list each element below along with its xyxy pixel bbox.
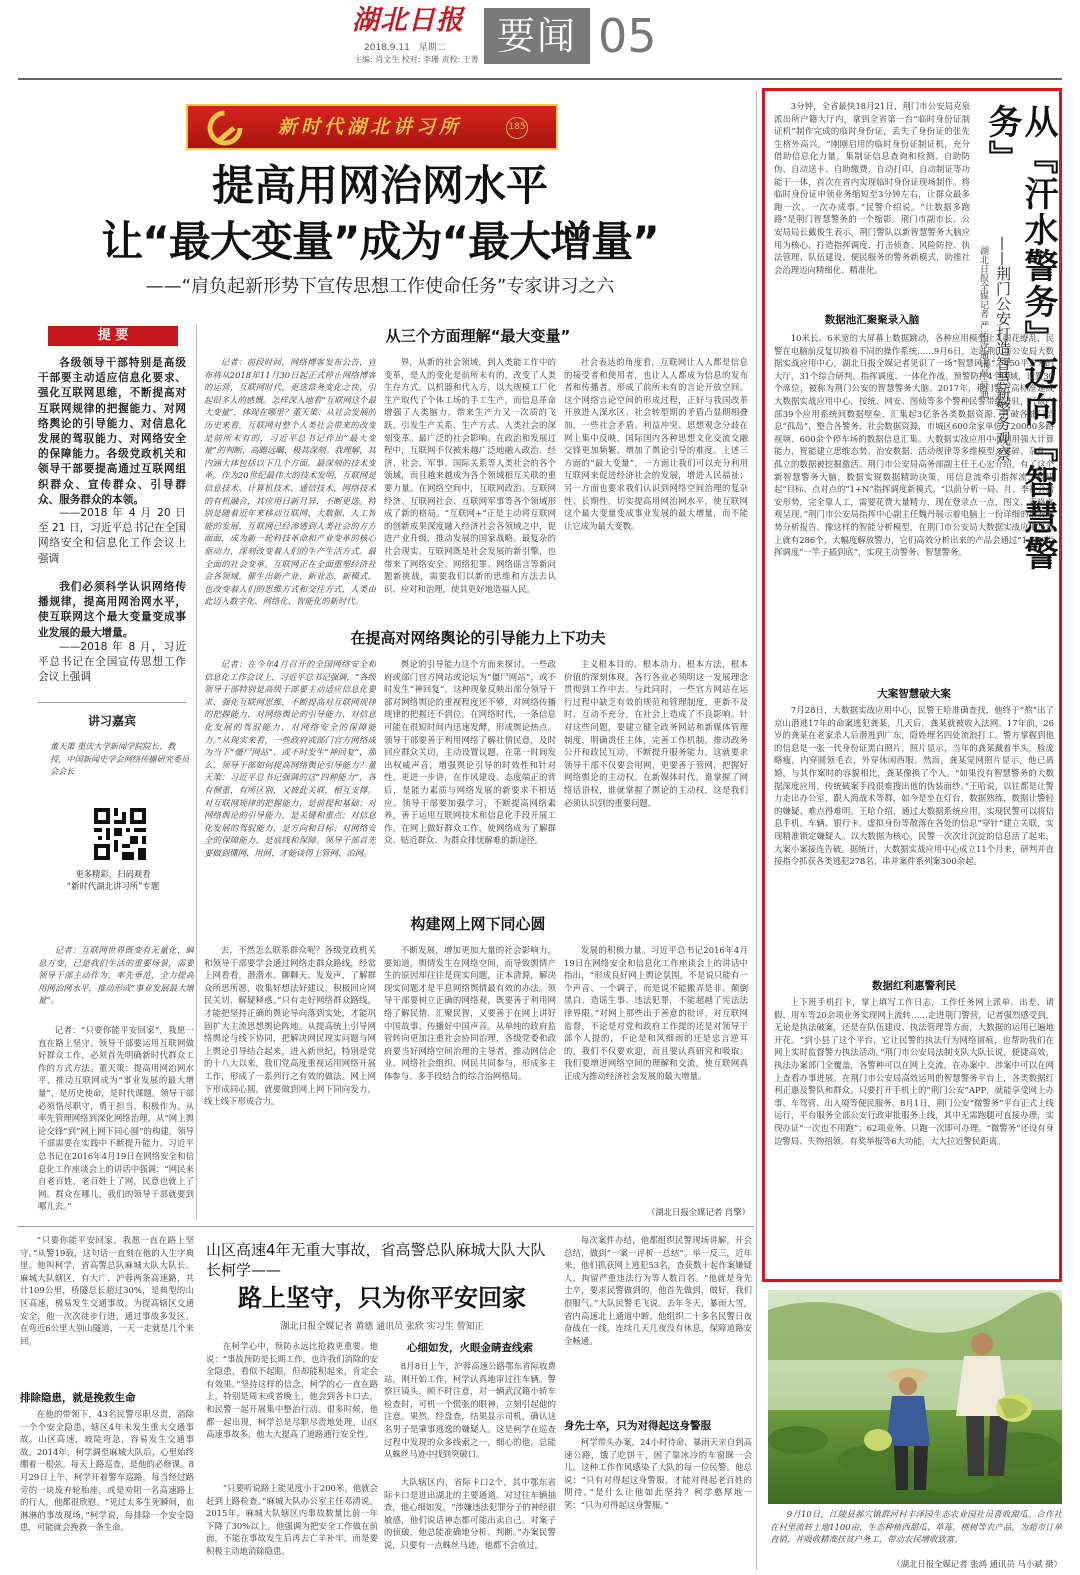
article-col-8: 去，不然怎么联系群众呢？各级党政机关和领导干部要学会通过网络走群众路线，经常上网看看，潜潜水、聊聊天、发发声，了解群众所思所愿，收集好想法好建议，积极回应网民关切、解疑释惑。”只有走好网络群众路线，才能把坚持正确的舆论导向落到实处，才能巩固扩大主流思想舆论阵地。从提高统上引导网络舆论与线下协同，把解决网民现实问题与网上舆论引导结合起来，进入新世纪，特别是党的十八大以来，我们党高度重视运用网络开展工作，形成了一系列行之有效的做法。网上网下形成同心圆，就要做到网上网下同向发力，线上线下形成合力。 <box>204 945 376 1107</box>
feature-text-3: 7月28日，大数据实战应用中心，民警王哈准确查找，他终于“熬”出了京山潜逃17年的命案逃犯龚某，几天后，龚某就被收入法网。17年前，26岁的龚某在老家杀人后潜逃到广东，隐姓埋名四处流浪打工。警方掌握到他的信息是一张一代身份证黑白照片，照片显示，当年的龚某戴着半头，脸庞略瘦，内穿圆领毛衣，外穿休闲西服。然而，龚某觉网照片显示，他已离婚，与其作案时的容貌相比，龚某像换了个人。“如果没有智慧警务的大数据深度应用，传统破案手段很难搜出他的伪装面纱。”王哈说，以往都是让警力走出办公室，跟人海战术等群，如今是坐在灯台，数据熟练，数据让警轻的嫌疑、难点得难明。王哈介绍，通过大数据系统应用，实现民警可以将信息手机、车辆、银行卡、虚拟身份等散落在各处的信息“穿针”建立关联，实现精准锁定嫌疑人。以大数据为核心，民警一次次让沉淀的信息活了起来，大案小案接连告破。据统计，大数据实战应用中心成立11个月来，研判并直接指令抓获各类逃犯278名，串并案件系列案300余起。 <box>774 705 1054 867</box>
article-col-2: 界，从新的社会领域，到人类能工作中的变革，是人的变化是前所未有的，改变了人类生存方式。以机器和代入方，以大规模工厂化生产取代了个体工场的手工生产，而信息革命增强了人类脑力，带来生产力又一次质的飞跃。引发生产关系、生产方式、人类社会的深刻变革。最广泛的社会影响。在政治和发展过程中，互联网不仅被来越广泛地融入政治、经济、社会、军事、国际关系等人类社会的各个领域，而且越来越成为各个领域相互关联的重要力量。在网络空间中，互联网政治、互联网经济、互联网社会、互联网军事等各个领域形成了新的格局。“互联网+”正是主动将互联网的创新成果深度融入经济社会各领域之中，促进产业升级，推动发展的国家战略。最复杂的社会现实。互联网既是社会发展的新引擎，也带来了网络安全、网络犯罪、网络谣言等新问题新挑战，需要我们以新的思维和方法去认识、应对和治理，使其更好地造福人民。 <box>384 357 556 594</box>
story-col-2a: 在柯学心中，预防永远比抢救更重要。他说：“事故预防是长期工作，也许我们消除的安全隐患，看似不起眼，但却能积起来，肯定会有效果。”坚持这样的信念，柯学的心一直在路上，特别是周末或者晚上，他会到各卡口去，和民警一起开展集中整治行动。很多时候，他都一起出现，柯学总是尽职尽责地处理。山区高速事故多，他大大提高了道路通行安全性。 <box>206 1341 378 1440</box>
article-col-10: 发展的积极力量。习近平总书记2016年4月19日在网络安全和信息化工作座谈会上的讲话中指出，“形成良好网上舆论氛围，不是说只能有一个声音、一个调子，而是说不能搬弄是非、颠倒黑白、造谣生事、违法犯罪，不能超越了宪法法律界限。”对网上那些出于善意的批评，对互联网监督，不论是对党和政府工作提的还是对领导干部个人提的，不论是和风细雨的还是忠言逆耳的，我们不仅要欢迎，而且要认真研究和吸取。我们要增进网络空间的理解和交流，使互联网真正成为推动经济社会发展的最大增量。 <box>564 945 748 1081</box>
date-text: 2018.9.11 <box>364 43 410 53</box>
feature-text-1: 3分钟，全省最快18月21日，荆门市公安局克泉派出所户籍大厅内，拿到全省第一台“临时身份证制证机”制作完成的临时身份证，丢失了身份证的张先生格外高兴。“刚刚启用的临时身份证制证机，充分借助信息化力量，集制证信息查询和检测、自助防伪、自动送卡、自助缴费、自动打印、自动制证等功能于一体，首次在省内实现临时身份证现场制作。将临时身份证申领业务缩短至3分钟左右，让群众最多跑一次、一次办成事。”民警介绍说。“让数据多跑路”是荆门智慧警务的一个缩影。荆门市副市长、公安局局长戴俊生表示，荆门警队以新智慧警务大脑应用为核心，打造指挥调度、打击侦查、风险防控、执法管理、队伍建设、便民服务的警务新模式，助推社会治理迈向精细化、精准化。 <box>774 101 970 275</box>
article-byline: （湖北日报全媒记者 肖擎） <box>646 1207 750 1217</box>
feature-title-c: 迈向 <box>1018 356 1058 428</box>
summary-divider <box>38 702 186 703</box>
feature-title-d: 『智慧警务』 <box>982 104 1058 572</box>
story-byline: 湖北日报全媒记者 黄德 通讯员 张欣 实习生 曾知正 <box>280 1322 484 1332</box>
article-col-6: 主义根本目的、根本动力、根本方法，根本价值的深刻体现。各行各业必须明这一发展理念贯彻到工作中去。与此同时，一些官方网站在运行过程中缺乏有效的规范和管理制度，更新不及时、互动不充分，在社会上造成了不良影响。针对这些问题，要建立健全政务网站和新媒体管理制度，明确责任主体，完善工作机制，推动政务公开和政民互动，不断提升服务能力。这就要求领导干部不仅要会用网，更要善于管网，把握好网络舆论的主动权。在新媒体时代，谁掌握了网络话语权，谁就掌握了舆论的主动权，这是我们必须认识到的重要问题。 <box>564 659 748 808</box>
section-divider <box>18 1226 754 1227</box>
feature-title-b: 『汗水警务』 <box>1018 140 1058 356</box>
story-kicker: 山区高速4年无重大事故，省高警总队麻城大队大队长柯学—— <box>206 1241 546 1279</box>
banner-title: 新时代湖北讲习所 <box>278 116 463 138</box>
story-subhead-1: 排除隐患，就是挽救生命 <box>20 1392 136 1404</box>
summary-text-2: 我们必须科学认识网络传播规律，提高用网治网水平，使互联网这个最大变量变成事业发展的最大增量。 <box>38 581 186 639</box>
story-headline: 路上坚守，只为你平安回家 <box>238 1284 526 1312</box>
masthead <box>0 0 1080 76</box>
weekday-text: 星期二 <box>418 43 446 53</box>
story-col-1b: 在他的带领下，43名民警尽职尽责，消除一个个安全隐患，辖区4年未发生重大交通事故。山区高速，坡陡弯急，容易发生交通事故。2014年，柯学调至麻城大队后，心里始终绷着一根弦。每天上路巡查，是他的必修课。8月29日上午，柯学开着警车巡路，每当经过路旁的一块废弃轮胎座，或是劝阻一名高速路上的行人，他都很欣慰。“见过太多生死瞬间，血淋淋的事故现场，”柯学说，每排除一个安全隐患，可能就会挽救一条生命。 <box>20 1409 194 1533</box>
article-col-9: 不断发展，增加更加大量的社会影响力，要知道，舆情发生在网络空间，而导致舆情产生的原因却往往是现实问题，正本清源，解决现实问题才是平息网络舆情最有效的办法。领导干部要树立正确的网络观，既要善于利用网络了解民情、汇聚民智，又要善于在网上讲好中国故事、传播好中国声音。从单纯的政府监管转向更加注重社会协同治理，各级党委和政府要当好网络空间治理的主导者，推动网信企业、网络社会组织、网民共同参与，形成多主体参与、多手段结合的综合治网格局。 <box>384 945 556 1081</box>
article-col-3: 社会表达的角度看，互联网让人人都是信息的接受者和使用者，也让人人都成为信息的发布者和传播者，形成了前所未有的言论开放空间。这个网络言论空间的形成过程，正好与我国改革开放进入深水区、社会转型期的矛盾凸显期相叠加，一些社会矛盾、利益冲突、思想观念分歧在网上集中反映，国际国内各种思想文化交流交融交锋更加频繁，增加了舆论引导的难度。上述三方面的“最大变量”，一方面让我们可以充分利用互联网来促进经济社会的发展，增进人民福祉；另一方面也要求我们认识到网络空间治理的复杂性、长期性，切实提高用网治网水平，使互联网这个最大变量变成事业发展的最大增量，而不能让它成为最大变数。 <box>564 357 748 531</box>
column-rule <box>756 90 757 1570</box>
news-photo <box>768 1290 1062 1504</box>
feature-byline: 湖北日报全媒记者 严运涛 通讯员 吴迪 <box>978 246 988 399</box>
editors-line: 主编: 肖文生 校对: 李珊 责校: 王菁 <box>354 55 479 64</box>
story-subhead-2: 心细如发，火眼金睛查线索 <box>407 1342 533 1354</box>
feature-text-4: 上下班手机打卡，掌上填写工作日志，工作任务网上派单、出差、请假、用车等20余项业务实现网上流转……走进荆门警营，记者强烈感受到，无论是执法破案，还是在队伍建设、执法管理等方面，大数据的运用已遍地开花。“到小县了这个平台，它让民警的执法行为网络留痕，也帮助我们在网上实时监督警力执法活动。”荆门市公安局法制支队大队长说，便捷高效，执法办案部门全覆盖，各警种可以在网上交流，在办案中、涉案中可以在网上查看办事进展。在荆门市公安局高效运用的智慧警务平台上，各类数据红利正惠及警队和群众。只要打开手机上的“荆门公安”APP，就能享受网上办事、车驾管、出入境等便民服务。8月1日，荆门公安“微警务”平台正式上线运行，平台服务全部公安行政审批服务上线，其中无需跑腿可直接办理，实现办证“一次也不用跑”；62项业务、只跑一次即可办理。“微警务”还设有身边警局、失物招领、有奖举报等6大功能，大大拉近警民距离。 <box>774 997 1054 1146</box>
story-col-1a: “只要你能平安回家，我愿一直在路上坚守。”从警19载，这句话一直刻在他的人生字典里。他叫柯学，省高警总队麻城大队大队长。麻城大队辖区，有大广、沪蓉两条高速路，共计109公里，桥隧总长超过30%，是典型的山区高速，极易发生交通事故。为提高辖区交通安全，他一次次徒步行进，通过事故多发区，在弯近6公里大别山隧道，一天一走就是几个来回。 <box>20 1235 194 1346</box>
lecture-title-1: 提高用网治网水平 <box>211 161 548 210</box>
feature-subhead-3: 数据红利惠警利民 <box>872 980 956 992</box>
story-col-4a: 每次案件办结，他都组织民警现场讲解，开会总结，做到“一案一评析一总结”。举一反三，近年来，他们抓获网上逃犯53名，查获数十起作案嫌疑人，拘留严重违法行为等人数百名。“他就是身先士卒，要求民警做到的，他首先做到，做好，我们很服气。”大队民警毛飞说。去年冬天，暴雨大雪，省内高速北上通道中断，他组织二十多名民警日夜奋战在一线，连续几天几夜没有休息，保障道路安全畅通。 <box>564 1235 752 1346</box>
story-col-4b: 柯学带头办案，24小时待命，暴雨天亲自到高速公路，饿了吃饼干，困了靠冰冷的车窗眯一会儿。这种工作作风感染了大队的每一位民警。他总说：“只有对得起这身警服，才能对得起老百姓的期待。”是什么让他如此坚持？柯学憨厚地一笑：“只为对得起这身警服。” <box>564 1437 752 1510</box>
guest-bio: 董天策 重庆大学新闻学院院长、教授，中国新闻史学会网络传播研究委员会会长 <box>50 741 190 777</box>
lecture-title-2: 让“最大变量”成为“最大增量” <box>101 217 659 266</box>
feature-text-2: 10米长、6米宽的大屏幕上数据跳动，各种应用模型让人眼花缭乱，民警在电脑前反复切换着不同的操作系统……9月6日，走进荆门市公安局大数据实战应用中心，湖北日报全媒记者见识了一场“智慧风暴”。450平方米的大厅，31个综合研判、指挥调度、一体化作战、预警防控4个区域，设置30个席位，被称为荆门公安的智慧警务大脑。2017年，荆门警方高标准建成大数据实战应用中心，按统、网安、图侦等多个警种民警带编进驻，打破内部39个应用系统间数据壁垒，汇集起3亿条各类数据资源，打破各部门信息“孤岛”，整合各警务、社会数据资源，市城区600余家单位、20000多路视频、600余个停车场的数据信息汇集。大数据实战应用中心利用强大计算能力，智能建立思维态势、治安数据、活动规律等多维模型，零碎、杂乱、孤立的数据被挖掘激活。荆门市公安局高务部副主任王心宏介绍，有了这个新智慧警务大脑，数据实现数据精助决策，用信息流牵引指挥流，构建起“目标、点对点的”1+N“指挥调度新模式。“以前分析一局、月、季社会治安形势，完全靠人工，需要花费大量精力，现在登录点一点，图文、表格直观呈现。”荆门市公安局指挥中心副主任魏丹展示着电脑上一份详细的治安形势分析报告。像这样的智能分析模型，在荆门市公安局大数据实战应用平台上就有286个，大幅度解放警力，它们高效分析出来的产品会通过“1+N”指挥调度“一竿子插到底”，实现主动警务、智慧警务。 <box>774 333 1054 558</box>
summary-text-1: 各级领导干部特别是高级干部要主动适应信息化要求、强化互联网思维，不断提高对互联网规律的把握能力、对网络舆论的引导能力、对信息化发展的驾驭能力、对网络安全的保障能力。各级党政机关和领导干部要提高通过互联网组织群众、宣传群众、引导群众、服务群众的本领。 <box>38 357 186 506</box>
story-col-3a: 8月8日上午，沪蓉高速公路鄂东省际收费站，刚开始工作，柯学认真地审过往车辆。警察巨镜头，顾不时注意，对一辆武汉籍小轿车检查时，可机一个慌张的眼神，立刻引起他的注意。果然，经盘查，结果显示司机，确认这名男子是肇事逃逸的嫌疑人。这是柯学在巡查过程中发现的众多线索之一，细心的他，总能从蛛丝马迹中找到突破口。 <box>384 1361 556 1460</box>
lecture-banner <box>186 104 558 150</box>
issue-badge: 185 <box>506 117 528 139</box>
qr-code[interactable] <box>94 808 146 860</box>
article-col-4: 记者：在今年4月召开的全国网络安全和信息化工作会议上，习近平总书记强调，“各级领导干部特别是高级干部要主动适应信息化要求、强化互联网思维，不断提高对互联网规律的把握能力、对网络舆论的引导能力、对信息化发展的驾驭能力、对网络安全的保障能力。”从现实来看，一些政府或部门官方网络成为当下“僵尸网站”、或不时发生“神回复”，那么，领导干部如何提高网络舆论引导能力？董天策：习近平总书记强调的这“四种能力”，各有侧重，有所区别，又彼此关联，相互支撑。对互联网规律的把握能力，是前提和基础；对网络舆论的引导能力，是关键和重点；对信息化发展的驾驭能力，是方向和目标；对网络安全的保障能力，是底线和保障。领导干部首先要做到懂网、用网，才能谈得上管网、治网。 <box>204 659 376 858</box>
article-col-1: 记者：前段时间，网络博客发布公告，宣布将从2018年11月30日起正式停止网络博客的运营，互联网时代，更迭常务变化之快，引起很多人的感慨。怎样深入地看“互联网这个最大变量”，体现在哪里？董天策：从社会发展的历史来看，互联网对整个人类社会带来的改变是前所未有的，习近平总书记作出“最大变量”的判断，高瞻远瞩，极其深刻。我理解，其内涵大体包括以下几个方面。最深刻的技术变革。作为20世纪最伟大的技术发明，互联网是信息技术、计算机技术、通信技术、网络技术的有机融合，其应用日新月异，不断更迭。特别是随着近年来移动互联网、大数据、人工智能的发展，互联网已经渗透到人类社会的方方面面，成为新一轮科技革命和产业变革的核心驱动力，深刻改变着人们的生产生活方式。最全面的社会变革。互联网正在全面重塑经济社会各领域，催生出新产业、新业态、新模式，也改变着人们的思维方式和交往方式，人类由此迈入数字化、网络化、智能化的新时代。 <box>204 357 376 607</box>
summary-quote-1: ——2018 年 4 月 20 日至 21 日，习近平总书记在全国网络安全和信息化工作会议上强调 <box>38 507 186 565</box>
section-heading-3: 构建网上网下同心圆 <box>410 915 546 933</box>
guest-label: 讲习嘉宾 <box>87 714 136 728</box>
lecture-subtitle: ——“肩负起新形势下宣传思想工作使命任务”专家讲习之六 <box>145 276 615 297</box>
column-rule <box>196 324 197 1220</box>
summary-label: 提 要 <box>48 326 178 346</box>
summary-quote-2: ——2018 年 8 月，习近平总书记在全国宣传思想工作会议上强调 <box>38 641 186 684</box>
qr-caption-2: “新时代湖北讲习所”专题 <box>66 881 160 891</box>
feature-subtitle: ——荆门公安打造智慧新警务观察 <box>994 236 1012 461</box>
masthead-rule <box>18 78 1062 80</box>
story-col-3b: 大队辖区内，省际卡口2个，其中鄂东省际卡口是进出湖北的主要通道。对过往车辆抽查，他心细如发，“涉嫌违法犯罪分子的神经很敏感，他们说话神态都可能出卖自己。对案子的侦破，他总能准确地分析、判断。”办案民警说，只要有一点蛛丝马迹，他都不会放过。 <box>384 1477 556 1550</box>
page-number: 05 <box>598 9 657 63</box>
issue-date <box>364 40 446 53</box>
story-col-2b: “只要听说路上能见度小于200米，他就会赶到上路检查。”麻城大队办公室主任邓清说。2015年，麻城大队辖区内事故数量比前一年下降了30%以上。他强调为把安全工作做在前面，不能在事故发生后再去亡羊补牢，而是要积极主动地消除隐患。 <box>206 1483 378 1556</box>
section-heading-1: 从三个方面理解“最大变量” <box>385 327 571 345</box>
feature-title-a: 从 <box>1018 104 1058 140</box>
feature-subhead-1: 数据池汇聚聚录入脑 <box>824 314 920 326</box>
newspaper-logo: 湖北日报 <box>352 5 464 36</box>
article-col-5: 舆论的引导能力这个方面来探讨。一些政府或部门官方网站或论坛为“僵尸网站”，或不时发生“神回复”，这种现象反映出部分领导干部对网络舆论的重视程度还不够，对网络传播规律的把握还不到位。在网络时代，一条信息可能在很短时间内迅速发酵，形成舆论热点。领导干部要善于利用网络了解社情民意，及时回应群众关切，主动设置议题，在第一时间发出权威声音，增强舆论引导的时效性和针对性。更进一步讲，在作风建设、态度端正的背后，是能力素质与网络发展的新要求不相适应。领导干部要加强学习，不断提高网络素养，善于运用互联网技术和信息化手段开展工作，在网上做好群众工作，使网络成为了解群众、贴近群众、为群众排忧解难的新途径。 <box>384 659 556 846</box>
lecture-col1-bottom: 记者：“只要你能平安回家”，我愿一直在路上坚守。领导干部要运用互联网做好群众工作，必须首先明确新时代群众工作的方式方法。董天策：提高用网治网水平，推动互联网成为“事业发展的最大增量”，是历史使命，是时代课题。领导干部必须恪尽职守，勇于担当，积极作为。从率先管理网络到深化网络治理，从“网上舆论交锋”到“网上网下同心圆”的构建，领导干部需要在实践中不断提升能力。习近平总书记在2016年4月19日在网络安全和信息化工作座谈会上的讲话中强调：“网民来自老百姓，老百姓上了网，民意也就上了网。群众在哪儿，我们的领导干部就要到哪儿去。” <box>38 1025 194 1212</box>
qr-caption-1: 更多精彩，扫码观看 <box>75 869 151 879</box>
section-name: 要闻 <box>496 14 577 58</box>
lecture-intro: 记者：互联网世界既变有无量化、瞬息万变，已是我们生活的重要场景，需要领导干部主动作为，率先垂范，全力提高用网治网水平，推动形成“事业发展最大增量”。 <box>38 945 194 1006</box>
party-emblem-icon <box>206 110 244 146</box>
section-heading-2: 在提高对网络舆论的引导能力上下功夫 <box>350 629 606 647</box>
photo-caption: 9月10日，江陵县郝穴镇群河村丰泽园生态农业园社员喜收甜瓜。合作社在村里流转土地1100亩，生态种植西甜瓜、草莓、桃树等农产品，为超市订单直销，并吸收精准扶贫户务工，带动农民增收致富。 <box>770 1509 1062 1545</box>
feature-subhead-2: 大案智慧破大案 <box>877 688 951 700</box>
photo-credit: （湖北日报全媒记者 张鸿 通讯员 马小斌 摄） <box>892 1559 1062 1569</box>
story-subhead-3: 身先士卒，只为对得起这身警服 <box>564 1420 711 1432</box>
